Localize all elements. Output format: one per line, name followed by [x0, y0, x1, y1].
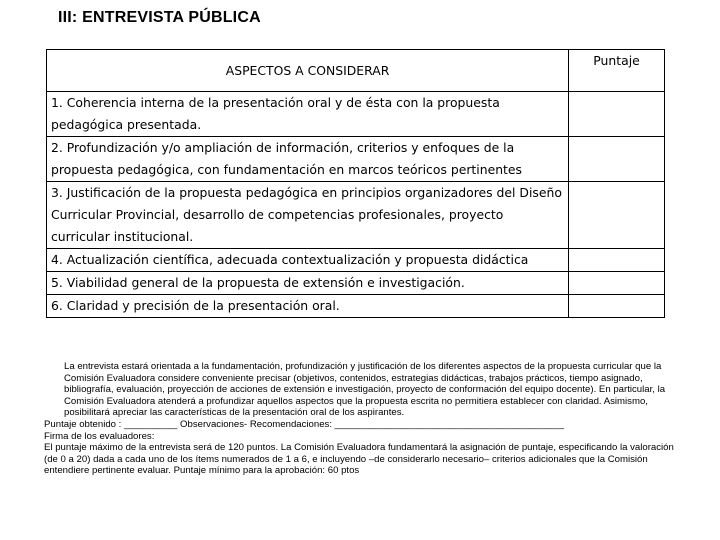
aspect-item-6: 6. Claridad y precisión de la presentación oral. — [47, 295, 569, 318]
aspect-item-1: 1. Coherencia interna de la presentación oral y de ésta con la propuesta pedagógica presentada. — [47, 92, 569, 137]
signature-line: Firma de los evaluadores: — [44, 430, 155, 442]
score-cell-2 — [569, 137, 665, 182]
aspect-item-2: 2. Profundización y/o ampliación de información, criterios y enfoques de la propuesta pedagógica, con fundamentación en marcos teóricos pertinentes — [47, 137, 569, 182]
header-aspects: ASPECTOS A CONSIDERAR — [47, 50, 569, 92]
score-observations-line: Puntaje obtenido : __________ Observaciones- Recomendaciones: ___________________________________________ — [44, 418, 565, 430]
table-row — [47, 249, 665, 272]
header-score: Puntaje — [569, 50, 665, 92]
section-title: III: ENTREVISTA PÚBLICA — [58, 9, 261, 26]
table-row — [47, 137, 665, 182]
notes-paragraph: La entrevista estará orientada a la fundamentación, profundización y justificación de los diferentes aspectos de la propuesta curricular que la Comisión Evaluadora considere conveniente precisar (objetivos, contenidos, estrategias didácticas, trabajos prácticos, tiempo asignado, bibliografía, evaluación, proyección de acciones de extensión e investigación, proyecto de conformación del equipo docente). En particular, la Comisión Evaluadora atenderá a profundizar aquellos aspectos que la propuesta escrita no permitiera establecer con claridad. Asimismo, posibilitará apreciar las características de la presentación oral de los aspirantes. — [64, 361, 666, 419]
score-cell-4 — [569, 249, 665, 272]
aspect-item-5: 5. Viabilidad general de la propuesta de extensión e investigación. — [47, 272, 569, 295]
table-row — [47, 182, 665, 249]
aspect-item-3: 3. Justificación de la propuesta pedagógica en principios organizadores del Diseño Curricular Provincial, desarrollo de competencias profesionales, proyecto curricular institucional. — [47, 182, 569, 249]
score-cell-1 — [569, 92, 665, 137]
table-row — [47, 272, 665, 295]
table-row — [47, 295, 665, 318]
score-cell-3 — [569, 182, 665, 249]
score-cell-6 — [569, 295, 665, 318]
table-row — [47, 92, 665, 137]
score-cell-5 — [569, 272, 665, 295]
aspect-item-4: 4. Actualización científica, adecuada contextualización y propuesta didáctica — [47, 249, 569, 272]
evaluation-table — [46, 49, 665, 318]
scoring-rules-paragraph: El puntaje máximo de la entrevista será de 120 puntos. La Comisión Evaluadora fundamentará la asignación de puntaje, especificando la valoración (de 0 a 20) dada a cada uno de los ítems numerados de 1 a 6, e incluyendo –de considerarlo necesario– criterios adicionales que la Comisión entendiere pertinente evaluar. Puntaje mínimo para la aprobación: 60 ptos — [44, 442, 674, 477]
notes-block — [44, 361, 674, 477]
table-header-row — [47, 50, 665, 92]
